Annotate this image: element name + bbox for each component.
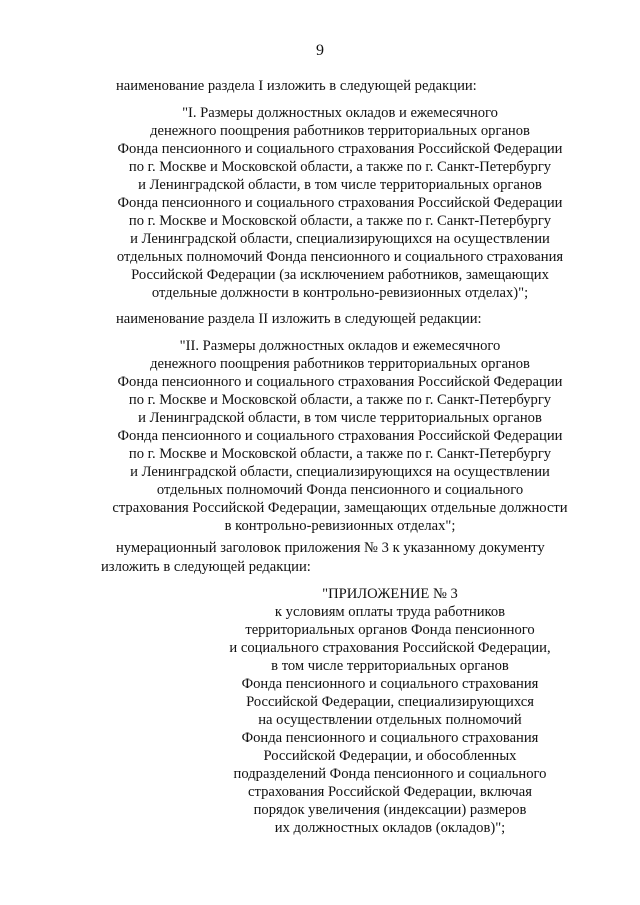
section-2-line: отдельных полномочий Фонда пенсионного и социального: [156, 482, 524, 498]
appendix-line: Фонда пенсионного и социального страхования: [241, 676, 539, 692]
section-2-line: по г. Москве и Московской области, а также по г. Санкт-Петербургу: [128, 446, 552, 462]
section-2-line: по г. Москве и Московской области, а также по г. Санкт-Петербургу: [128, 392, 552, 408]
paragraph-section-1-intro: наименование раздела I изложить в следующей редакции:: [116, 78, 477, 94]
section-2-line: денежного поощрения работников территориальных органов: [150, 356, 530, 372]
appendix-line: и социального страхования Российской Федерации,: [229, 640, 551, 656]
section-2-line: страхования Российской Федерации, замещающих отдельные должности: [112, 500, 568, 516]
appendix-line: их должностных окладов (окладов)";: [274, 820, 506, 836]
section-2-line: в контрольно-ревизионных отделах";: [224, 518, 456, 534]
page-number: 9: [316, 42, 324, 59]
appendix-line: территориальных органов Фонда пенсионного: [245, 622, 535, 638]
appendix-line: Фонда пенсионного и социального страхования: [241, 730, 539, 746]
section-2-line: и Ленинградской области, в том числе территориальных органов: [138, 410, 542, 426]
section-1-line: отдельных полномочий Фонда пенсионного и социального страхования: [116, 249, 564, 265]
section-1-line: и Ленинградской области, в том числе территориальных органов: [138, 177, 542, 193]
section-1-line: по г. Москве и Московской области, а также по г. Санкт-Петербургу: [128, 159, 552, 175]
section-1-line: по г. Москве и Московской области, а также по г. Санкт-Петербургу: [128, 213, 552, 229]
paragraph-appendix-intro-cont: изложить в следующей редакции:: [101, 559, 311, 575]
appendix-line: страхования Российской Федерации, включая: [248, 784, 532, 800]
paragraph-appendix-intro: нумерационный заголовок приложения № 3 к указанному документу: [116, 540, 545, 556]
section-2-line: и Ленинградской области, специализирующихся на осуществлении: [130, 464, 550, 480]
appendix-line: подразделений Фонда пенсионного и социального: [233, 766, 547, 782]
section-1-line: отдельные должности в контрольно-ревизионных отделах)";: [151, 285, 529, 301]
section-1-line: Российской Федерации (за исключением работников, замещающих: [131, 267, 549, 283]
section-1-line: Фонда пенсионного и социального страхования Российской Федерации: [117, 141, 563, 157]
section-2-line: Фонда пенсионного и социального страхования Российской Федерации: [117, 374, 563, 390]
section-1-line: "I. Размеры должностных окладов и ежемесячного: [182, 105, 498, 121]
section-1-line: и Ленинградской области, специализирующихся на осуществлении: [130, 231, 550, 247]
appendix-line: порядок увеличения (индексации) размеров: [253, 802, 527, 818]
section-2-line: "II. Размеры должностных окладов и ежемесячного: [179, 338, 501, 354]
paragraph-section-2-intro: наименование раздела II изложить в следующей редакции:: [116, 311, 482, 327]
appendix-heading: [200, 585, 580, 837]
appendix-line: к условиям оплаты труда работников: [274, 604, 506, 620]
section-1-line: Фонда пенсионного и социального страхования Российской Федерации: [117, 195, 563, 211]
appendix-line: Российской Федерации, и обособленных: [263, 748, 517, 764]
appendix-line: Российской Федерации, специализирующихся: [246, 694, 534, 710]
appendix-line: на осуществлении отдельных полномочий: [258, 712, 522, 728]
section-2-line: Фонда пенсионного и социального страхования Российской Федерации: [117, 428, 563, 444]
section-1-line: денежного поощрения работников территориальных органов: [150, 123, 530, 139]
appendix-line: "ПРИЛОЖЕНИЕ № 3: [322, 586, 458, 602]
section-2-heading: [60, 337, 620, 535]
appendix-line: в том числе территориальных органов: [271, 658, 509, 674]
section-1-heading: [60, 104, 620, 302]
